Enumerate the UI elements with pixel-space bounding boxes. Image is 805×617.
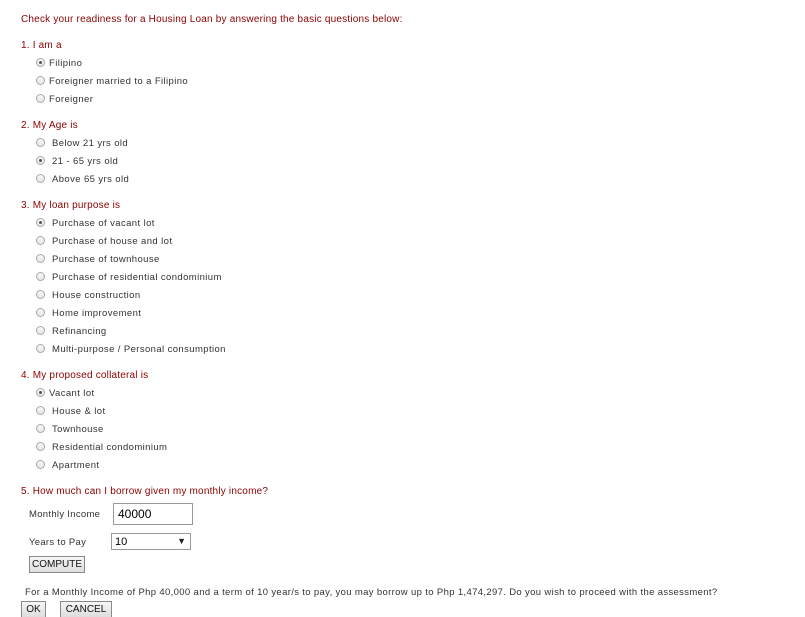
monthly-income-label: Monthly Income <box>29 509 101 520</box>
radio-option-house-construction[interactable] <box>36 288 141 302</box>
radio-icon[interactable] <box>36 424 45 433</box>
option-label: 21 - 65 yrs old <box>52 155 119 167</box>
radio-option-collateral-condo[interactable] <box>36 440 167 454</box>
intro-text: Check your readiness for a Housing Loan by answering the basic questions below: <box>21 14 403 25</box>
monthly-income-input[interactable] <box>113 503 193 525</box>
option-label: House & lot <box>52 405 106 417</box>
option-label: Home improvement <box>52 307 142 319</box>
option-label: Filipino <box>49 57 83 69</box>
radio-icon[interactable] <box>36 272 45 281</box>
radio-option-condo-purchase[interactable] <box>36 270 222 284</box>
option-label: Vacant lot <box>49 387 95 399</box>
radio-checked-icon[interactable] <box>36 156 45 165</box>
radio-option-multi-purpose[interactable] <box>36 342 226 356</box>
option-label: Purchase of townhouse <box>52 253 160 265</box>
radio-icon[interactable] <box>36 138 45 147</box>
question-5-title: 5. How much can I borrow given my monthly income? <box>21 486 269 497</box>
radio-icon[interactable] <box>36 94 45 103</box>
ok-button[interactable]: OK <box>21 601 46 617</box>
option-label: Townhouse <box>52 423 104 435</box>
radio-checked-icon[interactable] <box>36 388 45 397</box>
radio-option-above-65[interactable] <box>36 172 129 186</box>
radio-option-home-improvement[interactable] <box>36 306 141 320</box>
radio-option-townhouse-purchase[interactable] <box>36 252 160 266</box>
question-3-title: 3. My loan purpose is <box>21 200 121 211</box>
radio-option-21-65[interactable] <box>36 154 118 168</box>
radio-icon[interactable] <box>36 344 45 353</box>
radio-option-refinancing[interactable] <box>36 324 107 338</box>
question-1-title: 1. I am a <box>21 40 62 51</box>
option-label: Refinancing <box>52 325 107 337</box>
radio-option-vacant-lot-purchase[interactable] <box>36 216 155 230</box>
radio-icon[interactable] <box>36 76 45 85</box>
cancel-button[interactable]: CANCEL <box>60 601 112 617</box>
option-label: Residential condominium <box>52 441 168 453</box>
radio-icon[interactable] <box>36 442 45 451</box>
option-label: Purchase of residential condominium <box>52 271 222 283</box>
result-text: For a Monthly Income of Php 40,000 and a term of 10 year/s to pay, you may borrow up to Php 1,474,297. Do you wish to proceed with the assessment? <box>25 587 718 598</box>
radio-option-collateral-vacant-lot[interactable] <box>36 386 95 400</box>
radio-option-collateral-house-lot[interactable] <box>36 404 106 418</box>
option-label: House construction <box>52 289 141 301</box>
dropdown-arrow-icon: ▼ <box>177 536 186 546</box>
option-label: Apartment <box>52 459 100 471</box>
radio-icon[interactable] <box>36 460 45 469</box>
question-2-title: 2. My Age is <box>21 120 78 131</box>
radio-option-house-and-lot-purchase[interactable] <box>36 234 172 248</box>
radio-icon[interactable] <box>36 174 45 183</box>
option-label: Purchase of vacant lot <box>52 217 155 229</box>
years-selected-value: 10 <box>115 535 128 548</box>
radio-option-collateral-townhouse[interactable] <box>36 422 104 436</box>
radio-icon[interactable] <box>36 308 45 317</box>
radio-option-filipino[interactable] <box>36 56 82 70</box>
option-label: Multi-purpose / Personal consumption <box>52 343 226 355</box>
radio-option-foreigner[interactable] <box>36 92 93 106</box>
option-label: Foreigner <box>49 93 94 105</box>
years-to-pay-select[interactable] <box>111 533 191 550</box>
radio-checked-icon[interactable] <box>36 58 45 67</box>
radio-option-foreigner-married[interactable] <box>36 74 188 88</box>
radio-option-collateral-apartment[interactable] <box>36 458 99 472</box>
option-label: Purchase of house and lot <box>52 235 173 247</box>
question-4-title: 4. My proposed collateral is <box>21 370 149 381</box>
radio-icon[interactable] <box>36 406 45 415</box>
compute-button[interactable]: COMPUTE <box>29 556 85 573</box>
radio-icon[interactable] <box>36 326 45 335</box>
radio-icon[interactable] <box>36 290 45 299</box>
radio-checked-icon[interactable] <box>36 218 45 227</box>
option-label: Foreigner married to a Filipino <box>49 75 189 87</box>
radio-icon[interactable] <box>36 236 45 245</box>
option-label: Below 21 yrs old <box>52 137 129 149</box>
years-to-pay-label: Years to Pay <box>29 537 87 548</box>
radio-icon[interactable] <box>36 254 45 263</box>
option-label: Above 65 yrs old <box>52 173 130 185</box>
radio-option-below-21[interactable] <box>36 136 128 150</box>
